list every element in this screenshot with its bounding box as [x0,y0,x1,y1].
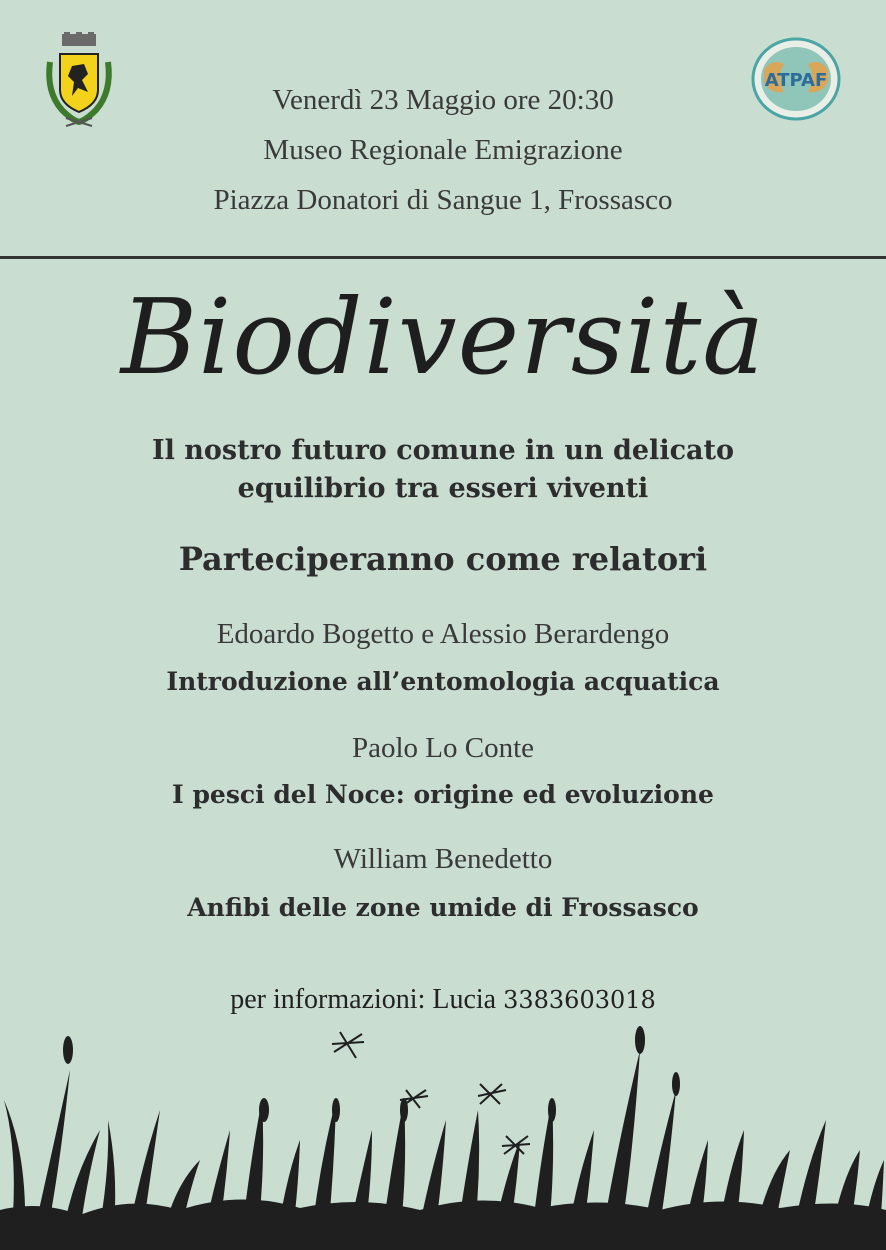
contact-phone: 3383603018 [503,986,656,1014]
poster-subtitle [60,432,826,508]
subtitle-line-1: Il nostro futuro comune in un delicato [151,435,734,466]
talk-1-title: Introduzione all’entomologia acquatica [166,667,720,696]
event-date-time: Venerdì 23 Maggio ore 20:30 [272,84,614,116]
talk-2-speakers: Paolo Lo Conte [351,732,535,764]
talk-3-speakers: William Benedetto [333,843,553,875]
grass-silhouette-icon [0,1010,886,1250]
poster-header [0,0,886,256]
header-divider [0,256,886,259]
talk-1-speakers: Edoardo Bogetto e Alessio Berardengo [216,618,670,650]
talk-2-title: I pesci del Noce: origine ed evoluzione [172,780,714,809]
speakers-heading: Parteciperanno come relatori [178,540,708,578]
svg-text:ATPAF: ATPAF [764,70,828,91]
event-address: Piazza Donatori di Sangue 1, Frossasco [213,184,673,216]
subtitle-line-2: equilibrio tra esseri viventi [237,473,649,504]
poster-title: Biodiversità [120,276,766,398]
contact-label: per informazioni: Lucia [230,984,497,1015]
event-venue: Museo Regionale Emigrazione [263,134,623,166]
talk-3-title: Anfibi delle zone umide di Frossasco [187,893,699,922]
